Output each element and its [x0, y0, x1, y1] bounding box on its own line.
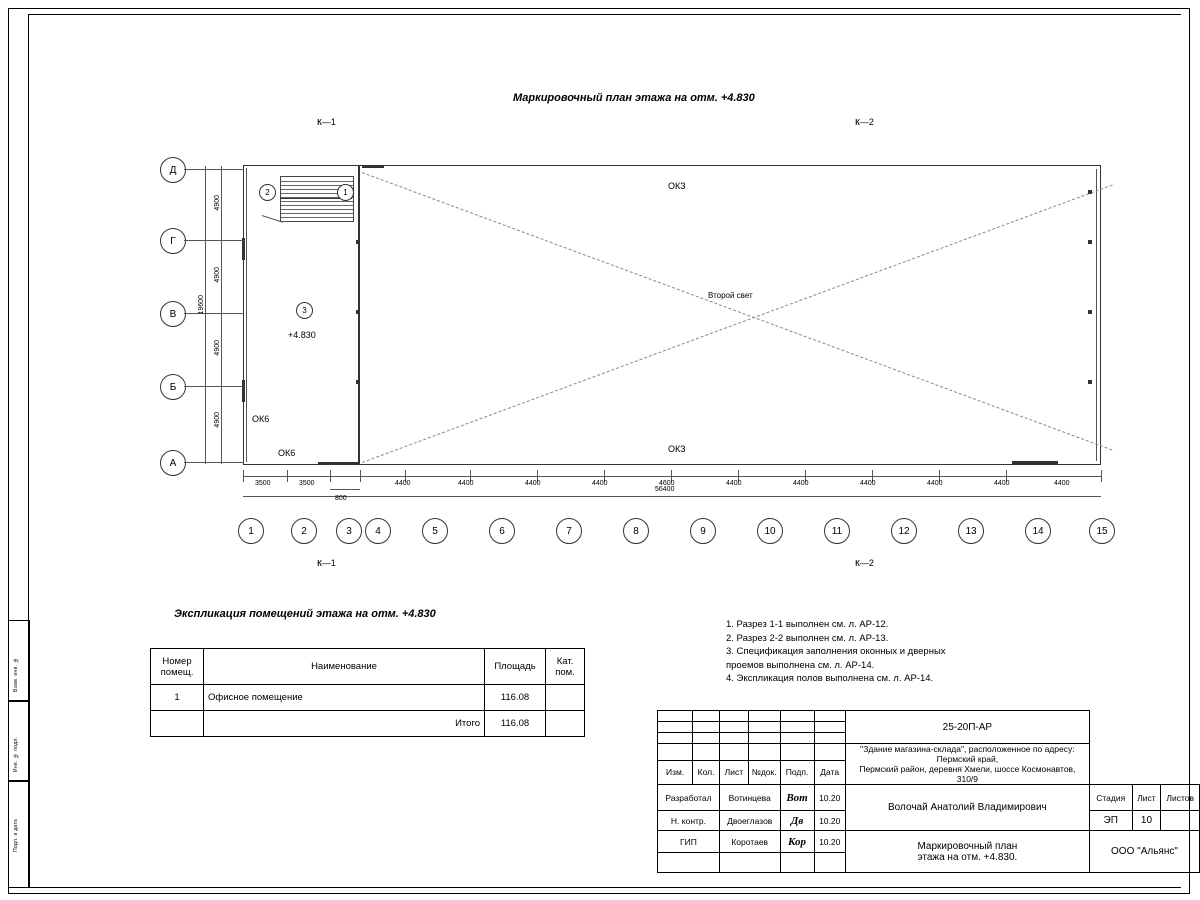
rev-cell	[693, 722, 720, 733]
date-blank	[814, 853, 845, 873]
rev-cell	[780, 744, 814, 761]
date-normcontrol: 10.20	[814, 811, 845, 831]
rev-cell	[814, 744, 845, 761]
sheets-value	[1161, 811, 1200, 831]
hdim-10: 4400	[860, 480, 876, 487]
hdim-7: 4600	[659, 480, 675, 487]
vdim-3: 4900	[214, 340, 221, 356]
axis-letter-d: Д	[160, 157, 186, 183]
col-header-podp: Подп.	[780, 760, 814, 784]
hdim-total: 56400	[655, 486, 675, 493]
cut-2-bottom: к—2	[855, 557, 874, 569]
rev-cell	[748, 711, 780, 722]
rev-cell	[814, 722, 845, 733]
cut-1-bottom: к—1	[317, 557, 336, 569]
axis-line-d	[184, 169, 244, 170]
role-blank	[658, 853, 720, 873]
room-mark-1: 1	[337, 184, 354, 201]
vdim-total-line	[205, 166, 206, 464]
stamp-table	[657, 710, 1200, 873]
rev-cell	[693, 733, 720, 744]
stamp-row-gip	[658, 831, 1200, 853]
cell-total-label: Итого	[204, 711, 485, 737]
sheets-header: Листов	[1161, 785, 1200, 811]
axis-line-v	[184, 313, 244, 314]
title-block	[657, 710, 1200, 885]
rev-cell	[658, 744, 693, 761]
stamp-rev-row	[658, 744, 1200, 761]
col-header-izm: Изм.	[658, 760, 693, 784]
signature-normcontrol: Дв	[780, 811, 814, 831]
wall-opening-top-1	[362, 165, 384, 168]
cell-number: 1	[151, 685, 204, 711]
axis-line-a	[184, 462, 244, 463]
rev-cell	[693, 711, 720, 722]
stage-header: Стадия	[1089, 785, 1132, 811]
hdim-total-line	[243, 496, 1101, 497]
wall-opening-bottom-1	[318, 462, 360, 465]
wall-node-right-1	[1088, 190, 1092, 194]
table-total-row	[151, 711, 585, 737]
hdim-13: 4400	[1054, 480, 1070, 487]
rev-cell	[780, 722, 814, 733]
rev-cell	[719, 722, 748, 733]
axis-number-8: 8	[623, 518, 649, 544]
dimtick	[287, 470, 288, 482]
wall-opening-left-2	[242, 380, 245, 402]
date-gip: 10.20	[814, 831, 845, 853]
label-ok3-top: ОКЗ	[668, 181, 686, 191]
rev-cell	[658, 722, 693, 733]
stage-value: ЭП	[1089, 811, 1132, 831]
note-2: 2. Разрез 2-2 выполнен см. л. АР-13.	[726, 632, 889, 644]
axis-number-3: 3	[336, 518, 362, 544]
vdim-chain	[221, 166, 222, 464]
hdim-5: 4400	[525, 480, 541, 487]
margin-label-2: Инв. № подл.	[13, 736, 19, 772]
axis-letter-g: Г	[160, 228, 186, 254]
hdim-2: 3500	[299, 480, 315, 487]
role-gip: ГИП	[658, 831, 720, 853]
cut-2-top: к—2	[855, 116, 874, 128]
room-mark-3: 3	[296, 302, 313, 319]
cut-2-top-label: 2	[868, 117, 874, 127]
doc-code: 25-20П-АР	[845, 711, 1089, 744]
axis-number-6: 6	[489, 518, 515, 544]
signature-gip: Кор	[780, 831, 814, 853]
wall-node-right-3	[1088, 310, 1092, 314]
object-line-1: "Здание магазина-склада", расположенное по адресу: Пермский край,	[860, 744, 1075, 764]
wall-node-mid-1	[356, 240, 360, 244]
table-header-row	[151, 649, 585, 685]
signature-blank	[780, 853, 814, 873]
cell-category	[546, 685, 585, 711]
plan-title: Маркировочный план этажа на отм. +4.830	[513, 92, 755, 104]
axis-letter-b: Б	[160, 374, 186, 400]
axis-number-10: 10	[757, 518, 783, 544]
margin-stub-1	[8, 620, 30, 702]
cell-total-category	[546, 711, 585, 737]
axis-number-11: 11	[824, 518, 850, 544]
level-mark: +4.830	[288, 330, 316, 340]
hdim-12: 4400	[994, 480, 1010, 487]
sheet-title-line-2: этажа на отм. +4.830.	[917, 851, 1018, 863]
axis-number-14: 14	[1025, 518, 1051, 544]
vdim-2: 4900	[214, 267, 221, 283]
hdim-small-line	[330, 489, 360, 490]
axis-number-7: 7	[556, 518, 582, 544]
note-5: 4. Экспликация полов выполнена см. л. АР-14.	[726, 673, 934, 684]
rev-cell	[780, 733, 814, 744]
rev-cell	[748, 744, 780, 761]
cut-2-bottom-label: 2	[868, 558, 874, 568]
axis-number-15: 15	[1089, 518, 1115, 544]
notes-block	[726, 618, 946, 686]
rev-cell	[814, 733, 845, 744]
rev-cell	[814, 711, 845, 722]
cell-area: 116.08	[485, 685, 546, 711]
hdim-4: 4400	[458, 480, 474, 487]
note-4: проемов выполнена см. л. АР-14.	[726, 659, 875, 671]
wall-node-right-4	[1088, 380, 1092, 384]
rev-cell	[780, 711, 814, 722]
axis-number-2: 2	[291, 518, 317, 544]
stamp-row-developer	[658, 785, 1200, 811]
stamp-rev-row	[658, 711, 1200, 722]
th-name: Наименование	[204, 649, 485, 685]
object-name	[845, 744, 1089, 785]
axis-number-4: 4	[365, 518, 391, 544]
cut-1-top-label: 1	[330, 117, 336, 127]
axis-letter-a: А	[160, 450, 186, 476]
axis-number-13: 13	[958, 518, 984, 544]
col-header-list: Лист	[719, 760, 748, 784]
sheet-title	[845, 831, 1089, 873]
wall-opening-left-1	[242, 238, 245, 260]
margin-label-1: Взам. инв. №	[13, 656, 19, 692]
margin-label-3: Подп. и дата	[13, 818, 19, 852]
explication-title: Экспликация помещений этажа на отм. +4.830	[174, 608, 436, 620]
rev-cell	[658, 733, 693, 744]
sheet-value: 10	[1132, 811, 1161, 831]
hdim-3: 4400	[395, 480, 411, 487]
th-area: Площадь	[485, 649, 546, 685]
hdim-6: 4400	[592, 480, 608, 487]
room-mark-2: 2	[259, 184, 276, 201]
cell-name: Офисное помещение	[204, 685, 485, 711]
rev-cell	[719, 744, 748, 761]
label-ok6-left: ОК6	[252, 414, 270, 424]
chief-name: Волочай Анатолий Владимирович	[845, 785, 1089, 831]
vdim-total: 19600	[198, 295, 205, 315]
hdim-small: 800	[335, 495, 347, 502]
axis-letter-v: В	[160, 301, 186, 327]
hdim-9: 4400	[793, 480, 809, 487]
axis-line-g	[184, 240, 244, 241]
cell-total-area: 116.08	[485, 711, 546, 737]
dimtick	[360, 470, 361, 482]
role-normcontrol: Н. контр.	[658, 811, 720, 831]
signature-developer: Вот	[780, 785, 814, 811]
rev-cell	[719, 733, 748, 744]
building-inner-line	[1096, 169, 1097, 461]
date-developer: 10.20	[814, 785, 845, 811]
axis-number-5: 5	[422, 518, 448, 544]
col-header-kol: Кол.	[693, 760, 720, 784]
explication-table	[150, 648, 585, 737]
dimtick	[330, 470, 331, 482]
wall-node-right-2	[1088, 240, 1092, 244]
cut-1-bottom-label: 1	[330, 558, 336, 568]
margin-stub-3	[8, 780, 30, 888]
rev-cell	[748, 722, 780, 733]
axis-number-1: 1	[238, 518, 264, 544]
cell-empty	[151, 711, 204, 737]
name-gip: Коротаев	[719, 831, 780, 853]
office-inner-line	[246, 168, 247, 462]
vdim-4: 4900	[214, 412, 221, 428]
rev-cell	[658, 711, 693, 722]
note-3: 3. Спецификация заполнения оконных и дверных	[726, 646, 946, 657]
wall-opening-bottom-2	[1012, 461, 1058, 465]
second-light-label: Второй свет	[708, 291, 753, 300]
label-ok3-bottom: ОКЗ	[668, 444, 686, 454]
company-name: ООО "Альянс"	[1089, 831, 1199, 873]
sheet-header: Лист	[1132, 785, 1161, 811]
vdim-1: 4900	[214, 195, 221, 211]
label-ok6-bottom: ОК6	[278, 448, 296, 458]
note-1: 1. Разрез 1-1 выполнен см. л. АР-12.	[726, 619, 889, 630]
name-blank	[719, 853, 780, 873]
hdim-1: 3500	[255, 480, 271, 487]
name-normcontrol: Двоеглазов	[719, 811, 780, 831]
hdim-chain	[243, 476, 1101, 477]
dimtick	[1101, 470, 1102, 482]
axis-number-12: 12	[891, 518, 917, 544]
role-developer: Разработал	[658, 785, 720, 811]
name-developer: Вотинцева	[719, 785, 780, 811]
rev-cell	[693, 744, 720, 761]
th-number: Номер помещ.	[151, 649, 204, 685]
cut-1-top: к—1	[317, 116, 336, 128]
table-row	[151, 685, 585, 711]
hdim-11: 4400	[927, 480, 943, 487]
wall-node-mid-2	[356, 310, 360, 314]
axis-number-9: 9	[690, 518, 716, 544]
col-header-ndok: №док.	[748, 760, 780, 784]
axis-line-b	[184, 386, 244, 387]
rev-cell	[719, 711, 748, 722]
wall-node-mid-3	[356, 380, 360, 384]
col-header-data: Дата	[814, 760, 845, 784]
building-outline	[243, 165, 1101, 465]
sheet-title-line-1: Маркировочный план	[917, 840, 1018, 852]
hdim-8: 4400	[726, 480, 742, 487]
dimtick	[243, 470, 244, 482]
th-category: Кат. пом.	[546, 649, 585, 685]
object-line-2: Пермский район, деревня Хмели, шоссе Космонавтов, 310/9	[859, 764, 1076, 784]
rev-cell	[748, 733, 780, 744]
margin-stub-2	[8, 700, 30, 782]
